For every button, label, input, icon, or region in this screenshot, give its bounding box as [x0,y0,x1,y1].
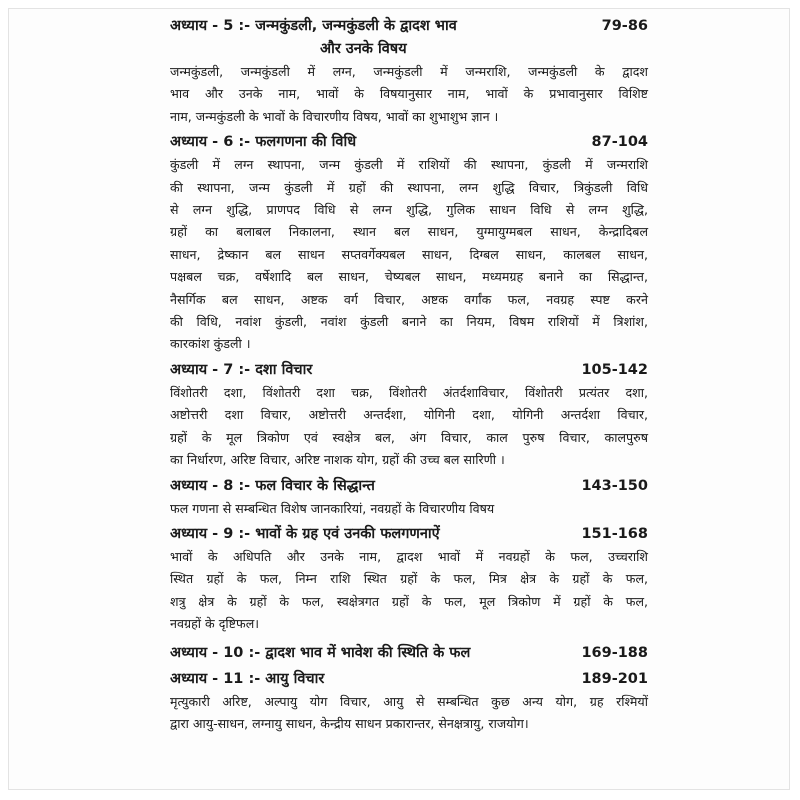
chapter-title: अध्याय - 11 :- आयु विचार [170,670,325,687]
chapter-title-continued: और उनके विषय [320,41,407,57]
chapter-heading [170,475,648,498]
chapter-text-line: कुंडली में लग्न स्थापना, जन्म कुंडली में राशियों की स्थापना, कुंडली में जन्मराशि [170,157,648,173]
chapter-page-range: 87-104 [591,134,648,151]
chapter-text-line: फल गणना से सम्बन्धित विशेष जानकारियां, नवग्रहों के विचारणीय विषय [170,500,495,516]
chapter-8 [170,475,648,520]
chapter-text-line: नाम, जन्मकुंडली के भावों के विचारणीय विषय, भावों का शुभाशुभ ज्ञान । [170,108,499,124]
chapter-text-line: जन्मकुंडली, जन्मकुंडली में लग्न, जन्मकुंडली में जन्मराशि, जन्मकुंडली के द्वादश [170,64,648,79]
chapter-5 [170,15,648,128]
chapter-11 [170,668,648,736]
chapter-text-line: की विधि, नवांश कुंडली, नवांश कुंडली बनाने का नियम, विषम राशियों में त्रिशांश, [170,314,648,330]
chapter-text-line: नवग्रहों के दृष्टिफल। [170,616,260,632]
chapter-text-line: शत्रु क्षेत्र के ग्रहों के फल, स्वक्षेत्रगत ग्रहों के फल, मूल त्रिकोण में ग्रहों के फल, [170,593,648,609]
contents-page [170,15,648,735]
chapter-text-line: की स्थापना, जन्म कुंडली में ग्रहों की स्थापना, लग्न शुद्धि विचार, त्रिकुंडली विधि [170,179,648,195]
chapter-7 [170,359,648,472]
chapter-text-line: स्थित ग्रहों के फल, निम्न राशि स्थित ग्रहों के फल, मित्र क्षेत्र के ग्रहों के फल, [170,571,648,587]
chapter-text-line: विंशोतरी दशा, विंशोतरी दशा चक्र, विंशोतरी अंतर्दशाविचार, विंशोतरी प्रत्यंतर दशा, [170,384,648,400]
chapter-text-line: भाव और उनके नाम, भावों के विषयानुसार नाम, भावों के प्रभावानुसार विशिष्ट [170,86,648,102]
chapter-page-range: 105-142 [581,361,648,378]
chapter-title: अध्याय - 7 :- दशा विचार [170,361,313,378]
chapter-title: अध्याय - 8 :- फल विचार के सिद्धान्त [170,477,375,494]
chapter-text-line: नैसर्गिक बल साधन, अष्टक वर्ग विचार, अष्टक वर्गांक फल, नवग्रह स्पष्ट करने [170,291,648,307]
chapter-6 [170,131,648,356]
chapter-text-line: भावों के अधिपति और उनके नाम, द्वादश भावों में नवग्रहों के फल, उच्चराशि [170,548,648,564]
chapter-text-line: अष्टोत्तरी दशा विचार, अष्टोत्तरी अन्तर्दशा, योगिनी दशा, योगिनी अन्तर्दशा विचार, [170,407,648,423]
chapter-heading [170,15,648,38]
chapter-heading [170,523,648,546]
chapter-text-line: कारकांश कुंडली । [170,336,251,352]
chapter-text-line: पक्षबल चक्र, वर्षेशादि बल साधन, चेष्यबल साधन, मध्यमग्रह बनाने का सिद्धान्त, [170,269,648,285]
chapter-heading [170,131,648,154]
chapter-page-range: 143-150 [581,477,648,494]
chapter-text-line: साधन, द्रेष्कान बल साधन सप्तवर्गेक्यबल साधन, दिग्बल साधन, कालबल साधन, [170,246,648,262]
chapter-page-range: 79-86 [601,18,648,34]
chapter-9 [170,523,648,636]
chapter-heading [170,359,648,382]
chapter-title: अध्याय - 10 :- द्वादश भाव में भावेश की स्थिति के फल [170,644,471,661]
chapter-text-line: का निर्धारण, अरिष्ट विचार, अरिष्ट नाशक योग, ग्रहों की उच्च बल सारिणी । [170,452,505,468]
chapter-title: अध्याय - 9 :- भावों के ग्रह एवं उनकी फलगणनाऐं [170,525,440,542]
chapter-10 [170,642,648,665]
chapter-text-line: द्वारा आयु-साधन, लग्नायु साधन, केन्द्रीय साधन प्रकारान्तर, सेनक्षत्रायु, राजयोग। [170,715,529,731]
chapter-title: अध्याय - 6 :- फलगणना की विधि [170,134,357,151]
chapter-text-line: मृत्युकारी अरिष्ट, अल्पायु योग विचार, आयु से सम्बन्धित कुछ अन्य योग, ग्रह रश्मियों [170,693,648,709]
chapter-page-range: 189-201 [581,670,648,687]
chapter-text-line: ग्रहों का बलाबल निकालना, स्थान बल साधन, युग्मायुग्मबल साधन, केन्द्रादिबल [170,224,648,240]
chapter-title: अध्याय - 5 :- जन्मकुंडली, जन्मकुंडली के द्वादश भाव [170,18,457,34]
chapter-heading [170,642,648,665]
chapter-text-line: ग्रहों के मूल त्रिकोण एवं स्वक्षेत्र बल, अंग विचार, काल पुरुष विचार, कालपुरुष [170,429,648,445]
chapter-page-range: 151-168 [581,525,648,542]
chapter-text-line: से लग्न शुद्धि, प्राणपद विधि से लग्न शुद्धि, गुलिक साधन विधि से लग्न शुद्धि, [170,202,648,218]
chapter-heading [170,668,648,691]
chapter-page-range: 169-188 [581,644,648,661]
